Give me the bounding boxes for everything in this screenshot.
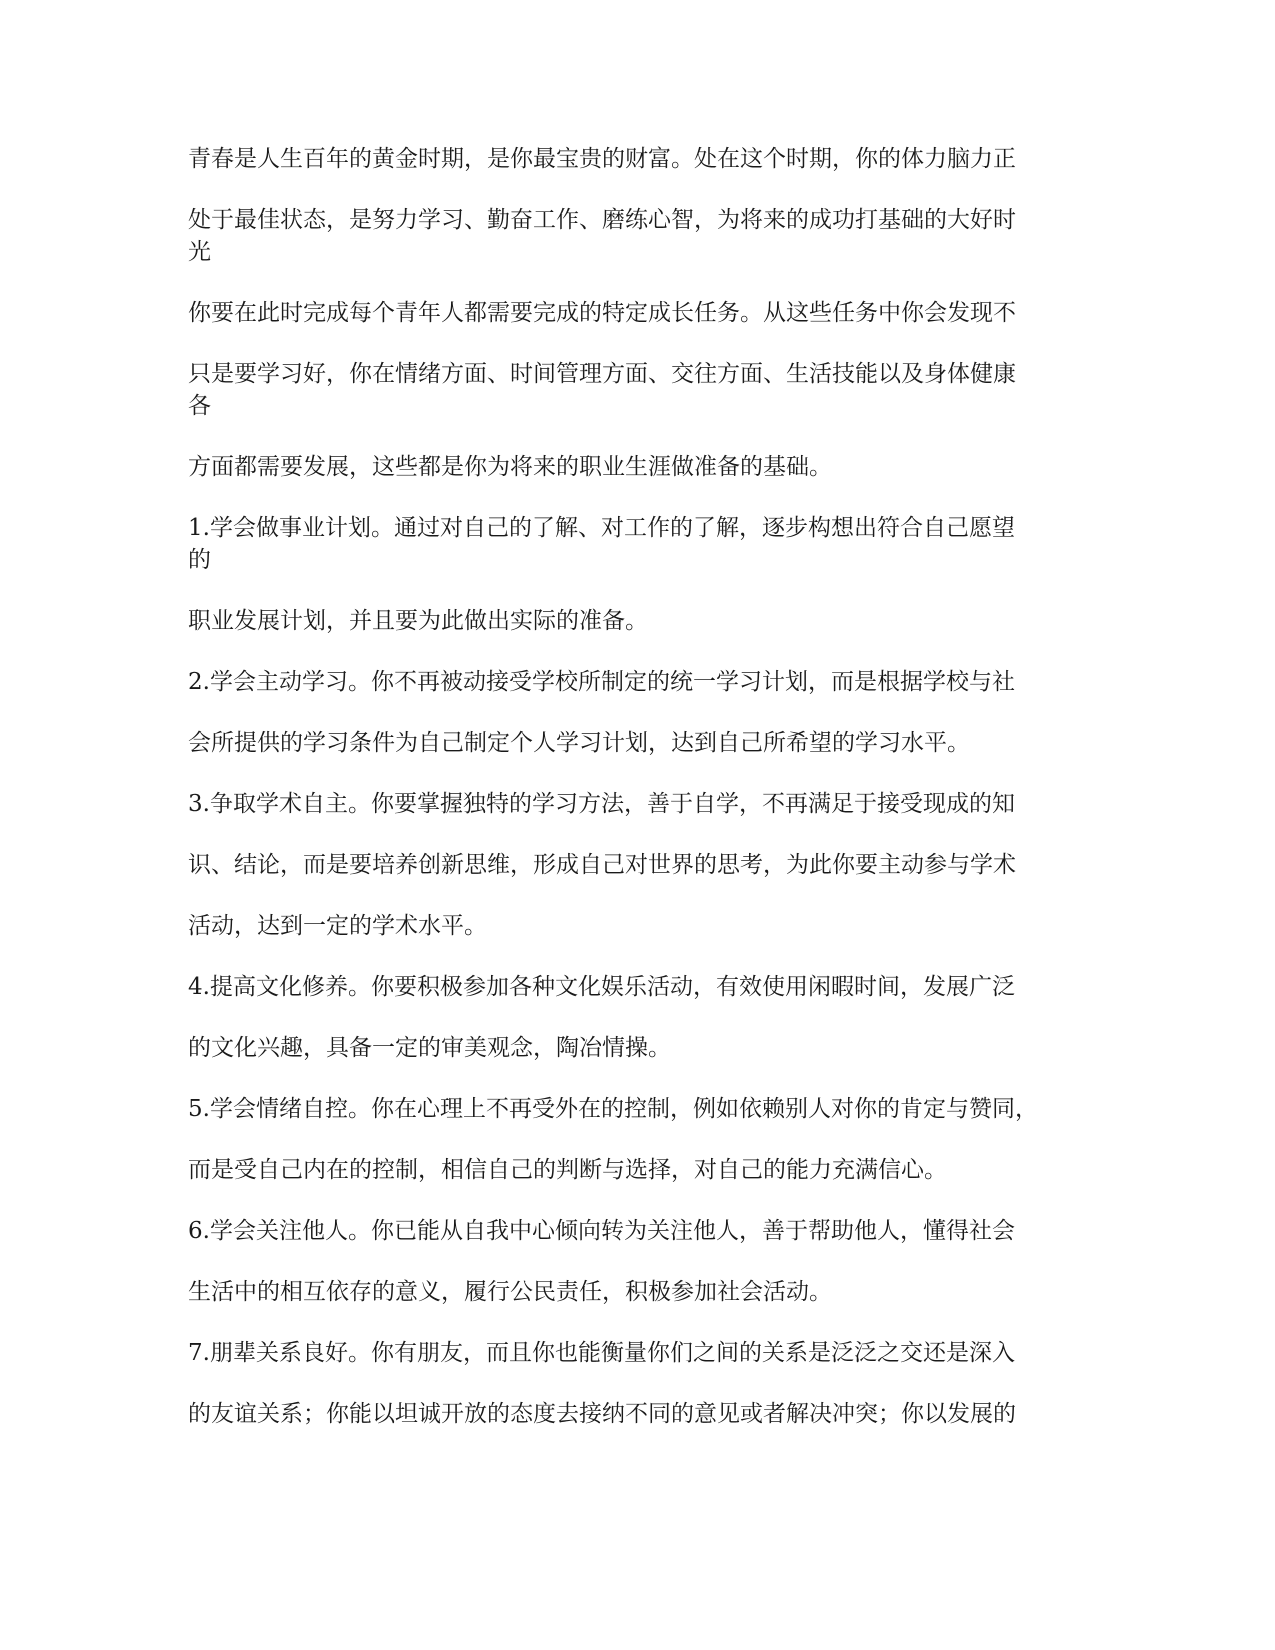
- paragraph-line: [188, 1093, 1088, 1125]
- paragraph-line: [188, 451, 1088, 483]
- text-line-wrap: 光: [188, 239, 211, 265]
- text-line: 只是要学习好，你在情绪方面、时间管理方面、交往方面、生活技能以及身体健康: [188, 361, 1016, 387]
- text-line: 处于最佳状态，是努力学习、勤奋工作、磨练心智，为将来的成功打基础的大好时: [188, 207, 1016, 233]
- paragraph-line: [188, 1337, 1088, 1369]
- paragraph-line: [188, 1276, 1088, 1308]
- text-line: 的友谊关系；你能以坦诚开放的态度去接纳不同的意见或者解决冲突；你以发展的: [188, 1401, 1016, 1427]
- paragraph-line: [188, 297, 1088, 329]
- paragraph-line: [188, 204, 1088, 268]
- text-line-wrap: 各: [188, 393, 211, 419]
- text-line: 5.学会情绪自控。你在心理上不再受外在的控制，例如依赖别人对你的肯定与赞同，: [188, 1096, 1038, 1122]
- paragraph-line: [188, 143, 1088, 175]
- text-line: 2.学会主动学习。你不再被动接受学校所制定的统一学习计划，而是根据学校与社: [188, 669, 1015, 695]
- text-line: 会所提供的学习条件为自己制定个人学习计划，达到自己所希望的学习水平。: [188, 730, 970, 756]
- text-line: 而是受自己内在的控制，相信自己的判断与选择，对自己的能力充满信心。: [188, 1157, 947, 1183]
- paragraph-line: [188, 512, 1088, 576]
- paragraph-line: [188, 1032, 1088, 1064]
- paragraph-line: [188, 1398, 1088, 1430]
- text-line: 1.学会做事业计划。通过对自己的了解、对工作的了解，逐步构想出符合自己愿望: [188, 515, 1015, 541]
- text-line-wrap: 的: [188, 547, 211, 573]
- text-line: 方面都需要发展，这些都是你为将来的职业生涯做准备的基础。: [188, 454, 832, 480]
- paragraph-line: [188, 1154, 1088, 1186]
- text-line: 识、结论，而是要培养创新思维，形成自己对世界的思考，为此你要主动参与学术: [188, 852, 1016, 878]
- paragraph-line: [188, 605, 1088, 637]
- text-line: 你要在此时完成每个青年人都需要完成的特定成长任务。从这些任务中你会发现不: [188, 300, 1016, 326]
- paragraph-line: [188, 849, 1088, 881]
- paragraph-line: [188, 727, 1088, 759]
- paragraph-line: [188, 971, 1088, 1003]
- text-line: 7.朋辈关系良好。你有朋友，而且你也能衡量你们之间的关系是泛泛之交还是深入: [188, 1340, 1015, 1366]
- text-line: 3.争取学术自主。你要掌握独特的学习方法，善于自学，不再满足于接受现成的知: [188, 791, 1015, 817]
- text-line: 4.提高文化修养。你要积极参加各种文化娱乐活动，有效使用闲暇时间，发展广泛: [188, 974, 1015, 1000]
- text-line: 生活中的相互依存的意义，履行公民责任，积极参加社会活动。: [188, 1279, 832, 1305]
- paragraph-line: [188, 788, 1088, 820]
- paragraph-line: [188, 1215, 1088, 1247]
- text-line: 6.学会关注他人。你已能从自我中心倾向转为关注他人，善于帮助他人，懂得社会: [188, 1218, 1015, 1244]
- paragraph-line: [188, 910, 1088, 942]
- document-body: [188, 143, 1088, 1459]
- text-line: 青春是人生百年的黄金时期，是你最宝贵的财富。处在这个时期，你的体力脑力正: [188, 146, 1016, 172]
- text-line: 的文化兴趣，具备一定的审美观念，陶冶情操。: [188, 1035, 671, 1061]
- text-line: 活动，达到一定的学术水平。: [188, 913, 487, 939]
- paragraph-line: [188, 666, 1088, 698]
- paragraph-line: [188, 358, 1088, 422]
- text-line: 职业发展计划，并且要为此做出实际的准备。: [188, 608, 648, 634]
